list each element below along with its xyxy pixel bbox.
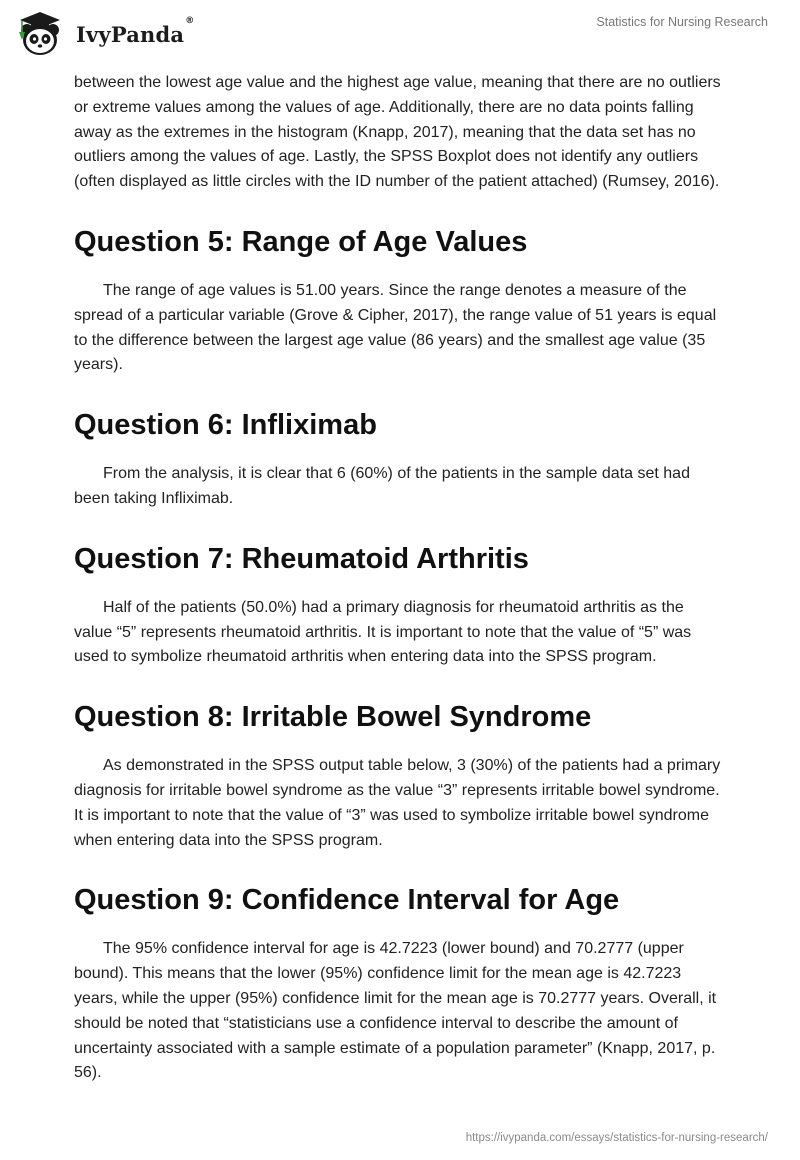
section-paragraph-question-8: As demonstrated in the SPSS output table below, 3 (30%) of the patients had a primary diagnosis for irritable bowel syndrome as the value “3” represents irritable bowel syndrome. It is important to note that the value of “3” was used to symbolize irritable bowel syndrome when entering data into the SPSS program. [74,757,721,849]
panda-graduation-cap-icon [14,10,66,58]
section-paragraph-question-6: From the analysis, it is clear that 6 (60%) of the patients in the sample data set had been taking Infliximab. [74,465,690,507]
section-paragraph-question-9: The 95% confidence interval for age is 42.7223 (lower bound) and 70.2777 (upper bound). This means that the lower (95%) confidence limit for the mean age is 42.7223 years, while the upper (95%) confidence limit for the mean age is 70.2777 years. Overall, it should be noted that “statisticians use a confidence interval to describe the amount of uncertainty associated with a sample estimate of a population parameter” (Knapp, 2017, p. 56). [74,940,717,1082]
section-heading-question-9: Question 9: Confidence Interval for Age [74,884,620,917]
brand-name: IvyPanda® [76,15,195,47]
essay-body [74,71,726,1086]
brand-logo[interactable] [14,10,194,58]
source-url[interactable]: https://ivypanda.com/essays/statistics-for-nursing-research/ [465,1132,768,1144]
section-heading-question-7: Question 7: Rheumatoid Arthritis [74,542,529,575]
intro-paragraph: between the lowest age value and the highest age value, meaning that there are no outliers or extreme values among the values of age. Additionally, there are no data points falling away as the extremes in the histogram (Knapp, 2017), meaning that the data set has no outliers among the values of age. Lastly, the SPSS Boxplot does not identify any outliers (often displayed as little circles with the ID number of the patient attached) (Rumsey, 2016). [74,74,721,191]
registered-mark: ® [185,15,195,26]
section-heading-question-6: Question 6: Infliximab [74,409,377,442]
section-paragraph-question-7: Half of the patients (50.0%) had a primary diagnosis for rheumatoid arthritis as the value “5” represents rheumatoid arthritis. It is important to note that the value of “5” was used to symbolize rheumatoid arthritis when entering data into the SPSS program. [74,598,692,666]
section-heading-question-8: Question 8: Irritable Bowel Syndrome [74,701,592,734]
document-title: Statistics for Nursing Research [596,15,768,29]
page-header [0,0,800,70]
section-heading-question-5: Question 5: Range of Age Values [74,225,528,258]
section-paragraph-question-5: The range of age values is 51.00 years. Since the range denotes a measure of the spread of a particular variable (Grove & Cipher, 2017), the range value of 51 years is equal to the difference between the largest age value (86 years) and the smallest age value (35 years). [74,281,717,374]
